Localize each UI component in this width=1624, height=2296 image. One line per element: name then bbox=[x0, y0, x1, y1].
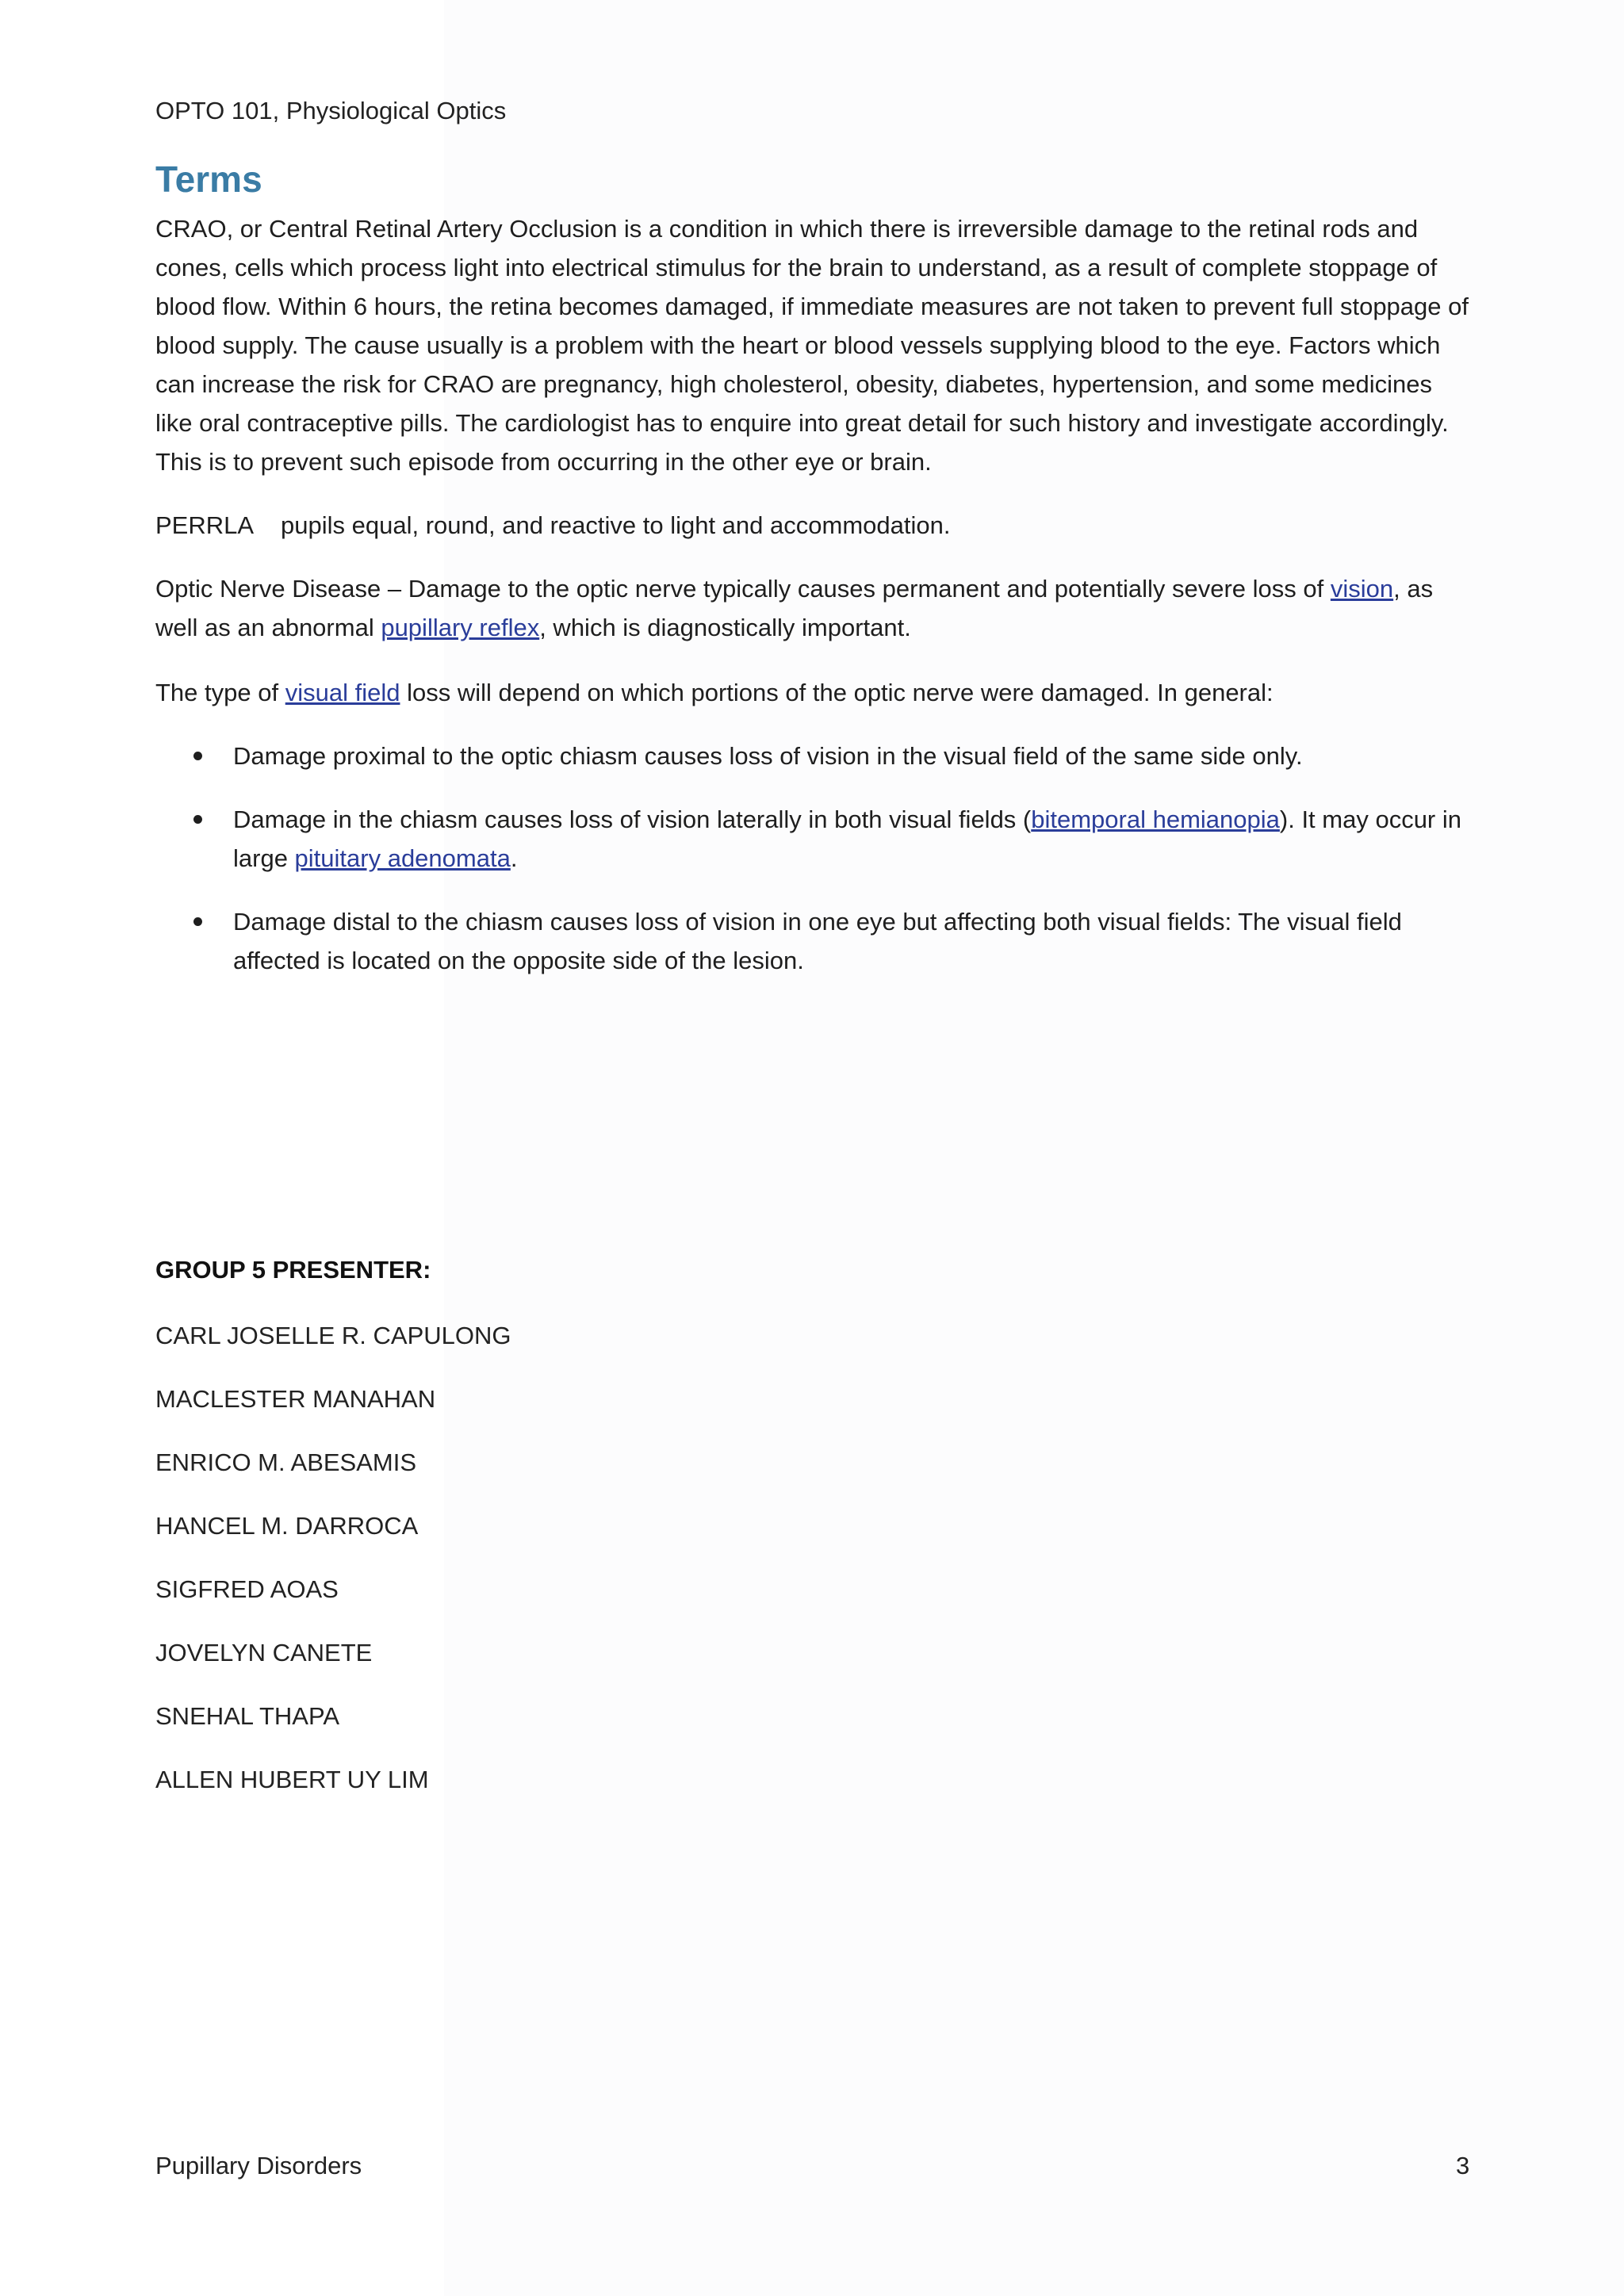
perrla-term: PERRLA bbox=[155, 511, 255, 539]
bullet-dot-icon bbox=[193, 815, 202, 824]
optic-text-1: Optic Nerve Disease – Damage to the optic nerve typically causes permanent and potentially severe loss of bbox=[155, 575, 1331, 603]
bullet-dot-icon bbox=[193, 752, 202, 760]
pupillary-reflex-link[interactable]: pupillary reflex bbox=[381, 614, 540, 641]
perrla-paragraph bbox=[155, 506, 1472, 545]
bullet-text: Damage distal to the chiasm causes loss of vision in one eye but affecting both visual fields: The visual field affected is located on the opposite side of the lesion. bbox=[233, 908, 1402, 974]
presenter-name: SIGFRED AOAS bbox=[155, 1575, 339, 1603]
optic-text-2: , as well as an abnormal bbox=[155, 575, 1434, 641]
presenter-name: ENRICO M. ABESAMIS bbox=[155, 1448, 417, 1476]
group-title: GROUP 5 PRESENTER: bbox=[155, 1256, 431, 1284]
bullet-dot-icon bbox=[193, 917, 202, 926]
section-title: Terms bbox=[155, 159, 262, 200]
presenter-name: SNEHAL THAPA bbox=[155, 1702, 340, 1730]
presenter-name: MACLESTER MANAHAN bbox=[155, 1385, 436, 1413]
bullet-item bbox=[155, 902, 1472, 980]
footer-title: Pupillary Disorders bbox=[155, 2152, 362, 2179]
visual-field-link[interactable]: visual field bbox=[285, 679, 400, 706]
presenter-list bbox=[155, 1318, 511, 1826]
presenter-name: ALLEN HUBERT UY LIM bbox=[155, 1766, 429, 1793]
type-text-1: The type of bbox=[155, 679, 285, 706]
course-header: OPTO 101, Physiological Optics bbox=[155, 97, 507, 124]
presenter-name: JOVELYN CANETE bbox=[155, 1639, 373, 1667]
vision-link[interactable]: vision bbox=[1330, 575, 1394, 603]
optic-nerve-paragraph bbox=[155, 569, 1472, 647]
presenter-name: CARL JOSELLE R. CAPULONG bbox=[155, 1322, 511, 1349]
optic-text-3: , which is diagnostically important. bbox=[539, 614, 911, 641]
bullet-text-1: Damage in the chiasm causes loss of vision laterally in both visual fields ( bbox=[233, 806, 1032, 833]
bullet-text: Damage proximal to the optic chiasm causes loss of vision in the visual field of the same side only. bbox=[233, 742, 1303, 770]
damage-bullet-list bbox=[155, 737, 1472, 1004]
presenter-name: HANCEL M. DARROCA bbox=[155, 1512, 419, 1540]
pituitary-adenomata-link[interactable]: pituitary adenomata bbox=[294, 844, 511, 872]
bullet-item bbox=[155, 737, 1472, 775]
perrla-definition: pupils equal, round, and reactive to light and accommodation. bbox=[281, 511, 951, 539]
visual-field-paragraph bbox=[155, 673, 1472, 712]
bullet-item bbox=[155, 800, 1472, 878]
bitemporal-hemianopia-link[interactable]: bitemporal hemianopia bbox=[1031, 806, 1280, 833]
type-text-2: loss will depend on which portions of the optic nerve were damaged. In general: bbox=[400, 679, 1274, 706]
bullet-text-3: . bbox=[510, 844, 518, 872]
crao-paragraph: CRAO, or Central Retinal Artery Occlusion is a condition in which there is irreversible damage to the retinal rods and cones, cells which process light into electrical stimulus for the brain to understand, as a result of complete stoppage of blood flow. Within 6 hours, the retina becomes damaged, if immediate measures are not taken to prevent full stoppage of blood supply. The cause usually is a problem with the heart or blood vessels supplying blood to the eye. Factors which can increase the risk for CRAO are pregnancy, high cholesterol, obesity, diabetes, hypertension, and some medicines like oral contraceptive pills. The cardiologist has to enquire into great detail for such history and investigate accordingly. This is to prevent such episode from occurring in the other eye or brain. bbox=[155, 215, 1469, 476]
page-number: 3 bbox=[1456, 2152, 1470, 2179]
bullet-text-2: ). It may occur in large bbox=[233, 806, 1461, 872]
